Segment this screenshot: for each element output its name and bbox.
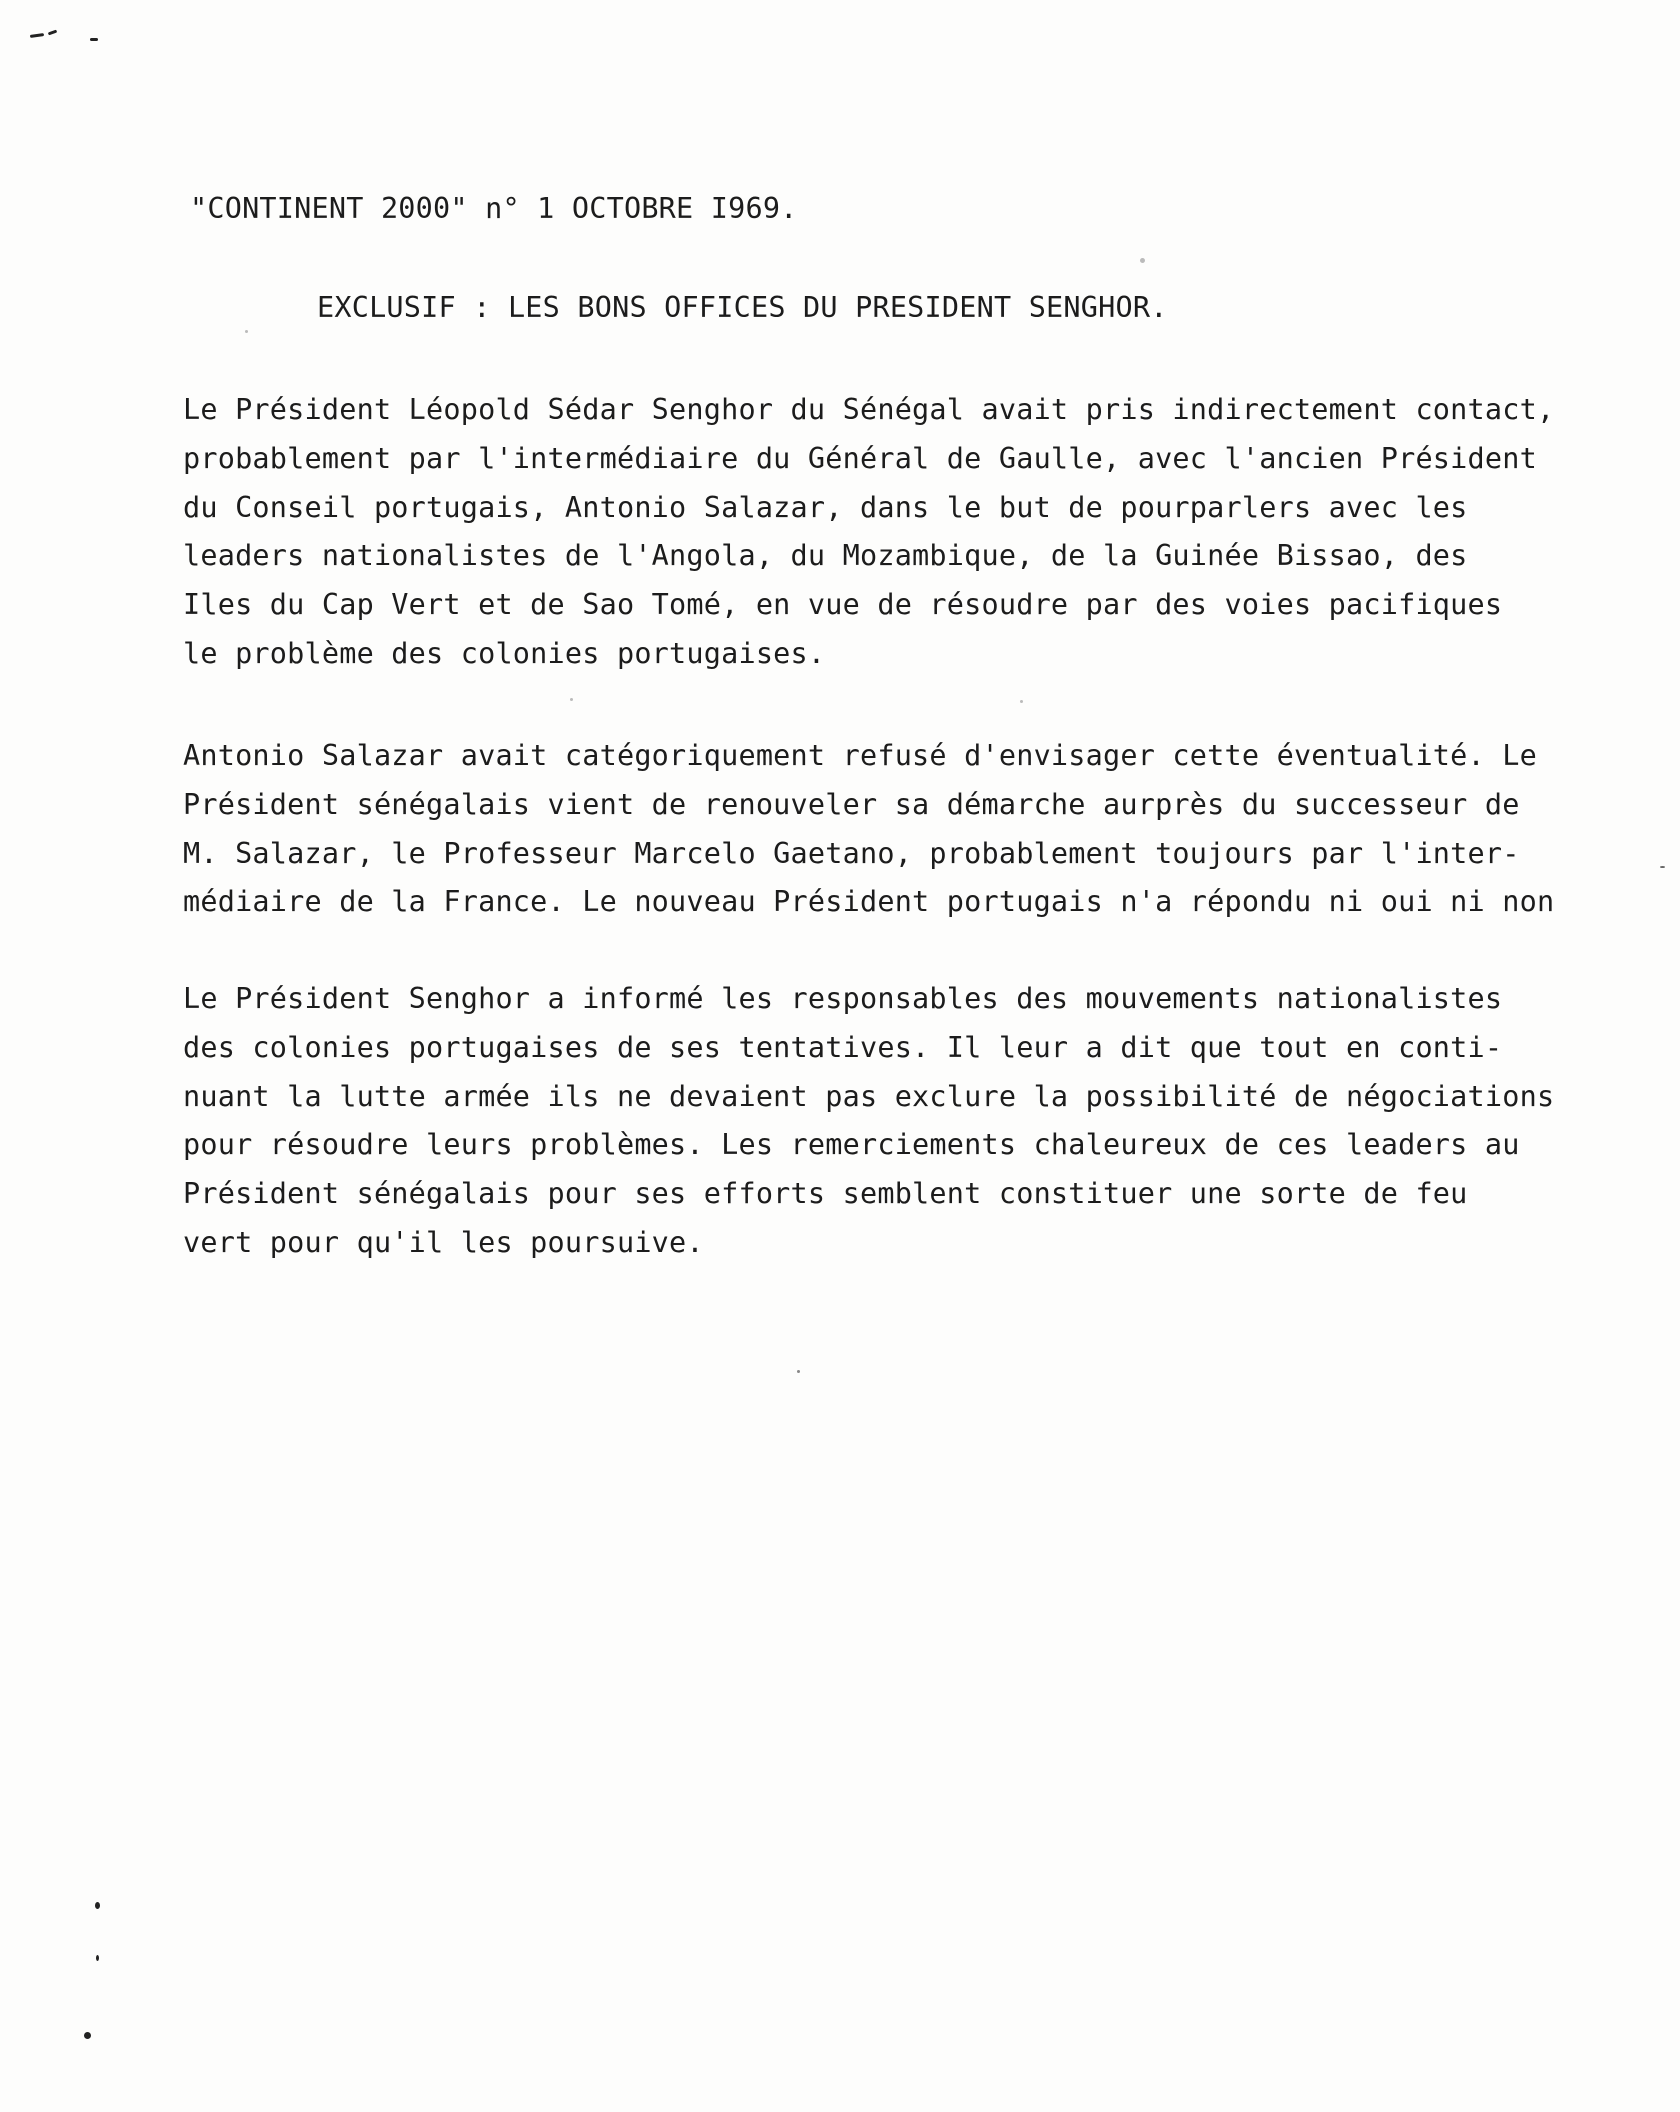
article-title: EXCLUSIF : LES BONS OFFICES DU PRESIDENT SENGHOR. — [317, 291, 1168, 324]
ink-speck — [30, 33, 44, 38]
text-line: pour résoudre leurs problèmes. Les remerciements chaleureux de ces leaders au — [183, 1128, 1520, 1162]
text-line: Iles du Cap Vert et de Sao Tomé, en vue de résoudre par des voies pacifiques — [183, 588, 1503, 622]
ink-speck — [84, 2032, 91, 2039]
text-line: leaders nationalistes de l'Angola, du Mozambique, de la Guinée Bissao, des — [183, 539, 1468, 573]
text-line: du Conseil portugais, Antonio Salazar, dans le but de pourparlers avec les — [183, 490, 1468, 524]
paragraph — [183, 732, 1643, 927]
text-line: des colonies portugaises de ses tentatives. Il leur a dit que tout en conti- — [183, 1030, 1503, 1064]
text-line: Le Président Léopold Sédar Senghor du Sénégal avait pris indirectement contact, — [183, 393, 1555, 426]
ink-speck — [245, 330, 248, 333]
ink-speck — [90, 38, 98, 41]
text-line: M. Salazar, le Professeur Marcelo Gaetano, probablement toujours par l'inter- — [183, 836, 1520, 870]
ink-speck — [48, 30, 57, 36]
text-line: probablement par l'intermédiaire du Général de Gaulle, avec l'ancien Président — [183, 441, 1537, 475]
text-line: vert pour qu'il les poursuive. — [183, 1225, 704, 1259]
paragraph — [183, 975, 1643, 1268]
ink-speck — [570, 698, 573, 701]
text-line: Le Président Senghor a informé les responsables des mouvements nationalistes — [183, 982, 1503, 1015]
ink-speck — [1140, 258, 1145, 263]
text-line: Président sénégalais vient de renouveler sa démarche aurprès du successeur de — [183, 787, 1520, 821]
text-line: le problème des colonies portugaises. — [183, 636, 826, 670]
ink-speck — [96, 1955, 99, 1961]
text-line: nuant la lutte armée ils ne devaient pas exclure la possibilité de négociations — [183, 1079, 1555, 1113]
ink-speck — [1660, 866, 1665, 868]
ink-speck — [95, 1902, 100, 1909]
publication-header: "CONTINENT 2000" n° 1 OCTOBRE I969. — [190, 192, 798, 225]
ink-speck — [797, 1370, 800, 1373]
text-line: Antonio Salazar avait catégoriquement refusé d'envisager cette éventualité. Le — [183, 739, 1537, 772]
text-line: Président sénégalais pour ses efforts semblent constituer une sorte de feu — [183, 1177, 1468, 1211]
paragraph — [183, 386, 1643, 679]
ink-speck — [1020, 700, 1023, 703]
text-line: médiaire de la France. Le nouveau Président portugais n'a répondu ni oui ni non — [183, 885, 1555, 919]
